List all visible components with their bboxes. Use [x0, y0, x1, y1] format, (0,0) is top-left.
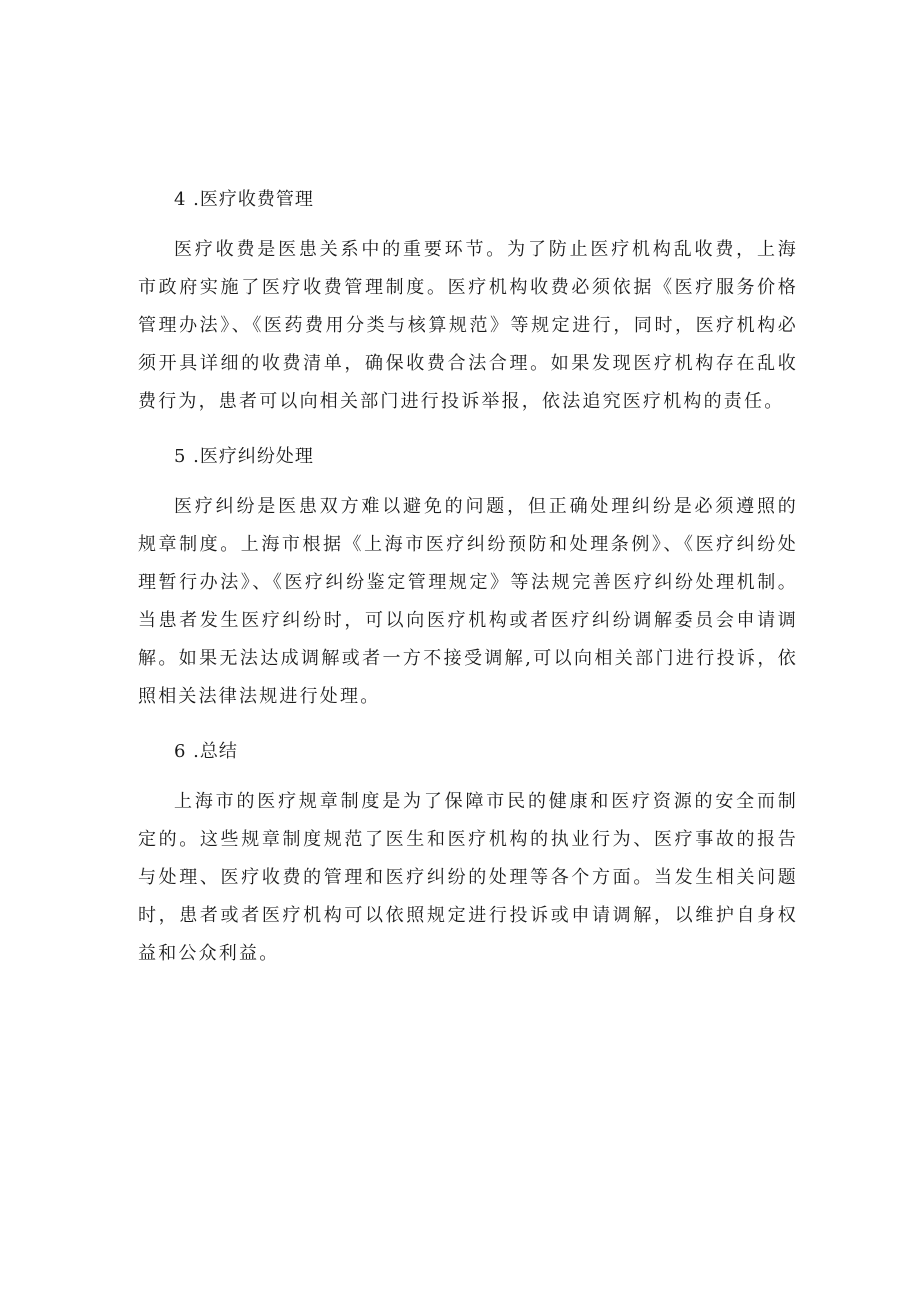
- section-heading: 4 .医疗收费管理: [174, 189, 314, 210]
- section-fee-management: [138, 181, 798, 421]
- section-heading: 5 .医疗纠纷处理: [174, 446, 314, 467]
- section-summary: [138, 733, 798, 973]
- section-heading: 6 .总结: [174, 741, 238, 762]
- section-paragraph: 医疗纠纷是医患双方难以避免的问题，但正确处理纠纷是必须遵照的规章制度。上海市根据《上海市医疗纠纷预防和处理条例》、《医疗纠纷处理暂行办法》、《医疗纠纷鉴定管理规定》等法规完善医疗纠纷处理机制。当患者发生医疗纠纷时，可以向医疗机构或者医疗纠纷调解委员会申请调解。如果无法达成调解或者一方不接受调解,可以向相关部门进行投诉，依照相关法律法规进行处理。: [138, 496, 798, 707]
- document-content: [138, 181, 798, 990]
- section-dispute-handling: [138, 438, 798, 716]
- section-paragraph: 医疗收费是医患关系中的重要环节。为了防止医疗机构乱收费，上海市政府实施了医疗收费管理制度。医疗机构收费必须依据《医疗服务价格管理办法》、《医药费用分类与核算规范》等规定进行，同时，医疗机构必须开具详细的收费清单，确保收费合法合理。如果发现医疗机构存在乱收费行为，患者可以向相关部门进行投诉举报，依法追究医疗机构的责任。: [138, 239, 798, 412]
- section-paragraph: 上海市的医疗规章制度是为了保障市民的健康和医疗资源的安全而制定的。这些规章制度规范了医生和医疗机构的执业行为、医疗事故的报告与处理、医疗收费的管理和医疗纠纷的处理等各个方面。当发生相关问题时，患者或者医疗机构可以依照规定进行投诉或申请调解，以维护自身权益和公众利益。: [138, 791, 798, 964]
